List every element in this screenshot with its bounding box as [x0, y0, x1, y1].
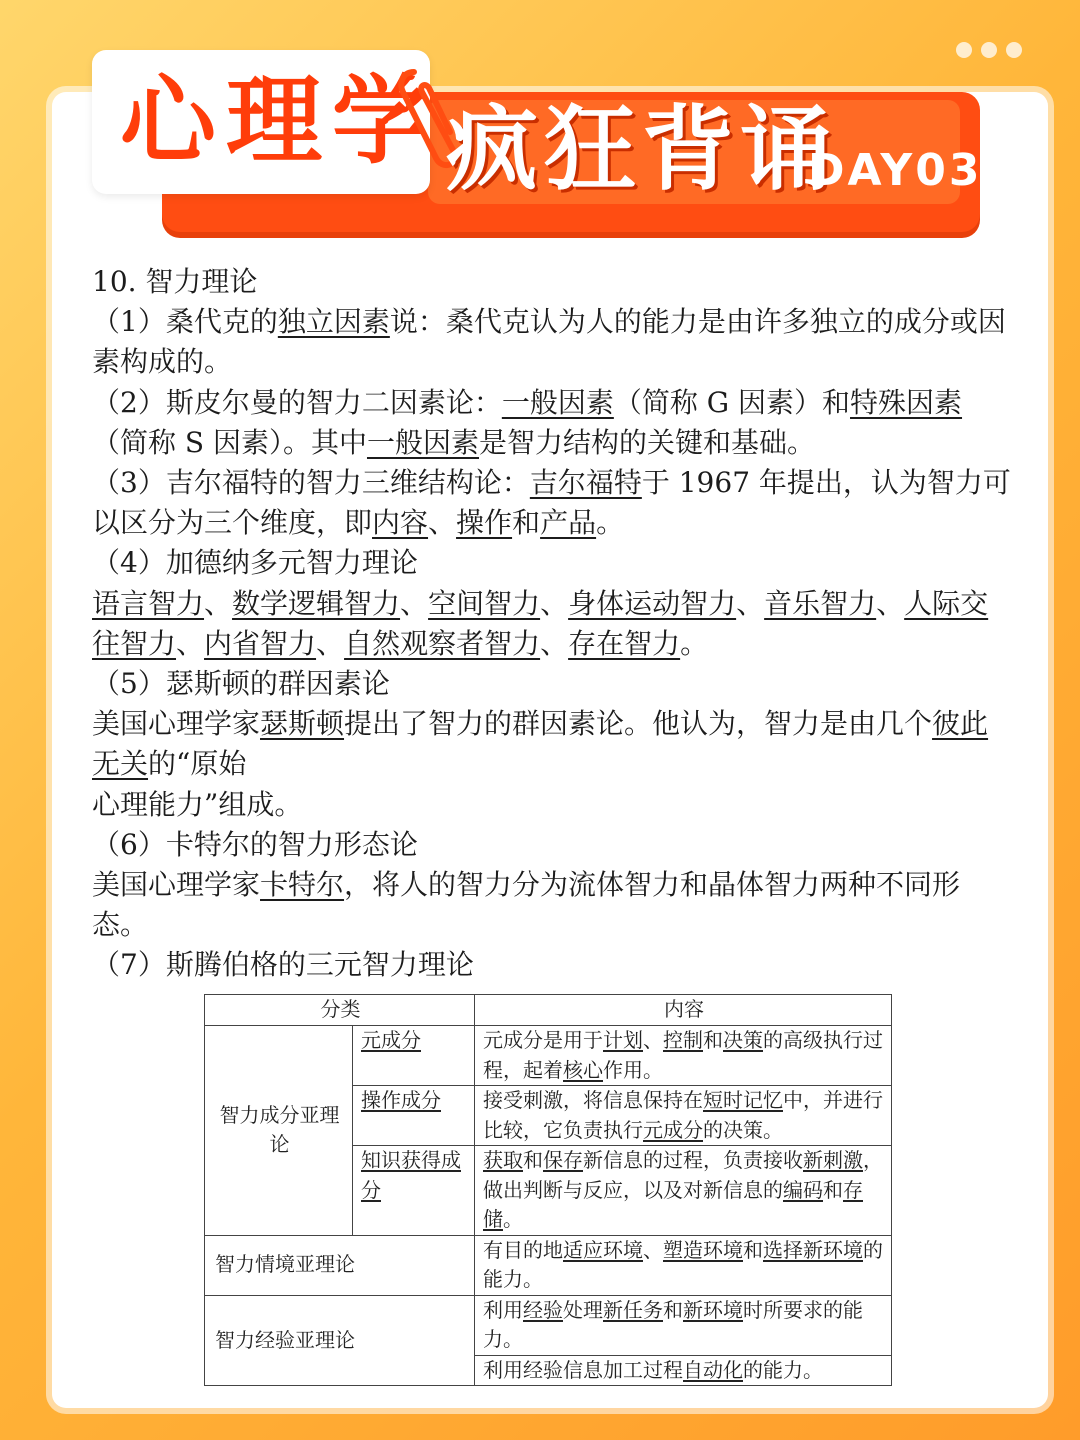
separator: 、	[540, 626, 569, 660]
section-heading: 10. 智力理论	[92, 265, 258, 298]
text: （简称 G 因素）和	[613, 385, 851, 419]
item-6-heading: （6）卡特尔的智力形态论	[92, 827, 418, 861]
item-6-body	[92, 865, 1014, 945]
subcategory-cell	[353, 1146, 475, 1236]
text: 接受刺激，将信息保持在	[483, 1088, 703, 1112]
text: 和	[823, 1177, 843, 1202]
text: （3）吉尔福特的智力三维结构论：	[92, 466, 530, 500]
keyword: 保存	[543, 1148, 583, 1172]
keyword: 获取	[483, 1148, 523, 1172]
title-main: 心理学	[120, 65, 438, 177]
text: 利用	[483, 1297, 523, 1322]
item-5-body	[92, 704, 1014, 784]
keyword: 内省智力	[204, 626, 317, 660]
item-5-body-cont: 心理能力”组成。	[92, 787, 303, 821]
content-cell	[475, 1026, 892, 1086]
keyword: 新环境	[683, 1297, 743, 1322]
item-2	[92, 383, 1014, 463]
keyword: 存在智力	[568, 626, 681, 660]
text: 、	[428, 506, 457, 540]
text: 和	[512, 506, 541, 540]
keyword: 新任务	[603, 1297, 663, 1322]
text: 作用。	[603, 1057, 663, 1082]
text: 有目的地	[483, 1237, 563, 1262]
text: 的高级执行过程，起着	[483, 1028, 883, 1082]
keyword: 一般因素	[366, 425, 479, 459]
subcategory-cell	[353, 1086, 475, 1146]
keyword: 卡特尔	[260, 868, 345, 902]
category-cell: 智力情境亚理论	[205, 1235, 475, 1295]
keyword: 控制	[663, 1028, 703, 1052]
table-header-row	[205, 995, 892, 1026]
period: 。	[680, 626, 709, 660]
keyword: 瑟斯顿	[260, 707, 345, 741]
text: 是智力结构的关键和基础。	[479, 425, 816, 459]
keyword: 彼此无关	[92, 707, 989, 781]
separator: 、	[736, 586, 765, 620]
notes-content	[92, 262, 1014, 986]
text: 中，并进行比较，它负责执行	[483, 1088, 883, 1142]
text: 、	[643, 1028, 663, 1052]
text: 美国心理学家	[92, 707, 261, 741]
keyword: 操作成分	[361, 1088, 441, 1112]
text: （2）斯皮尔曼的智力二因素论：	[92, 385, 502, 419]
category-cell: 智力成分亚理论	[205, 1026, 353, 1236]
text: 说：桑代克认为人的能力是由许多独立的成分或因素构成的。	[92, 305, 1006, 379]
keyword: 自然观察者智力	[344, 626, 541, 660]
separator: 、	[540, 586, 569, 620]
keyword: 存储	[483, 1177, 863, 1231]
text: 的“原始	[148, 747, 247, 781]
keyword: 元成分	[643, 1117, 703, 1142]
separator: 、	[176, 626, 205, 660]
content-cell	[475, 1146, 892, 1236]
text: （1）桑代克的	[92, 305, 278, 339]
text: 的能力。	[483, 1237, 883, 1291]
keyword: 特殊因素	[850, 385, 963, 419]
text: 和	[663, 1297, 683, 1322]
keyword: 编码	[783, 1177, 823, 1202]
separator: 、	[204, 586, 233, 620]
content-cell	[475, 1235, 892, 1295]
keyword: 短时记忆	[703, 1088, 783, 1112]
text: 利用经验信息加工过程	[483, 1357, 683, 1382]
content-cell	[475, 1355, 892, 1386]
text: 、	[643, 1237, 663, 1262]
keyword: 身体运动智力	[568, 586, 737, 620]
keyword: 经验	[523, 1297, 563, 1322]
keyword: 知识获得成分	[361, 1148, 461, 1202]
keyword: 空间智力	[428, 586, 541, 620]
keyword: 吉尔福特	[529, 466, 642, 500]
text: ，做出判断与反应，以及对新信息的	[483, 1148, 883, 1202]
table-row	[205, 1235, 892, 1295]
keyword: 自动化	[683, 1357, 743, 1382]
text: 。	[596, 506, 625, 540]
keyword: 适应环境	[563, 1237, 643, 1262]
keyword: 独立因素	[277, 305, 390, 339]
text: 的能力。	[743, 1357, 823, 1382]
text: 于 1967 年提出，认为智力可以区分为三个维度，即	[92, 466, 1011, 540]
separator: 、	[400, 586, 429, 620]
text: 新信息的过程，负责接收	[583, 1148, 803, 1172]
table-row	[205, 1026, 892, 1086]
text: 和	[743, 1237, 763, 1262]
keyword: 塑造环境	[663, 1237, 743, 1262]
keyword: 音乐智力	[764, 586, 877, 620]
text: 处理	[563, 1297, 603, 1322]
keyword: 产品	[540, 506, 597, 540]
header-category: 分类	[205, 995, 475, 1026]
keyword: 人际交往智力	[92, 586, 989, 660]
item-4-heading: （4）加德纳多元智力理论	[92, 546, 418, 580]
decorative-dots	[956, 42, 1022, 58]
text: 时所要求的能力。	[483, 1297, 863, 1351]
keyword: 新刺激	[803, 1148, 863, 1172]
table-row	[205, 1295, 892, 1355]
text: 美国心理学家	[92, 868, 261, 902]
content-cell	[475, 1295, 892, 1355]
separator: 、	[876, 586, 905, 620]
text: 和	[703, 1028, 723, 1052]
text: 的决策。	[703, 1117, 783, 1142]
header-content: 内容	[475, 995, 892, 1026]
text: 和	[523, 1148, 543, 1172]
keyword: 核心	[563, 1057, 603, 1082]
keyword: 一般因素	[501, 385, 614, 419]
content-cell	[475, 1086, 892, 1146]
item-4-list	[92, 584, 1014, 664]
keyword: 数学逻辑智力	[232, 586, 401, 620]
triarchic-theory-table	[204, 994, 892, 1386]
subcategory-cell	[353, 1026, 475, 1086]
item-1	[92, 302, 1014, 382]
category-cell: 智力经验亚理论	[205, 1295, 475, 1386]
keyword: 内容	[372, 506, 429, 540]
separator: 、	[316, 626, 345, 660]
text: 提出了智力的群因素论。他认为，智力是由几个	[344, 707, 933, 741]
keyword: 语言智力	[92, 586, 205, 620]
title-day: DAY03	[808, 145, 983, 196]
keyword: 决策	[723, 1028, 763, 1052]
text: （简称 S 因素）。其中	[92, 425, 367, 459]
item-3	[92, 463, 1014, 543]
keyword: 计划	[603, 1028, 643, 1052]
item-5-heading: （5）瑟斯顿的群因素论	[92, 667, 390, 701]
keyword: 操作	[456, 506, 513, 540]
item-7-heading: （7）斯腾伯格的三元智力理论	[92, 948, 474, 982]
text: ，将人的智力分为流体智力和晶体智力两种不同形态。	[92, 868, 961, 942]
keyword: 选择新环境	[763, 1237, 863, 1262]
keyword: 元成分	[361, 1028, 421, 1052]
text: 。	[503, 1207, 523, 1231]
text: 元成分是用于	[483, 1028, 603, 1052]
title-subtitle: 疯狂背诵	[446, 96, 839, 203]
